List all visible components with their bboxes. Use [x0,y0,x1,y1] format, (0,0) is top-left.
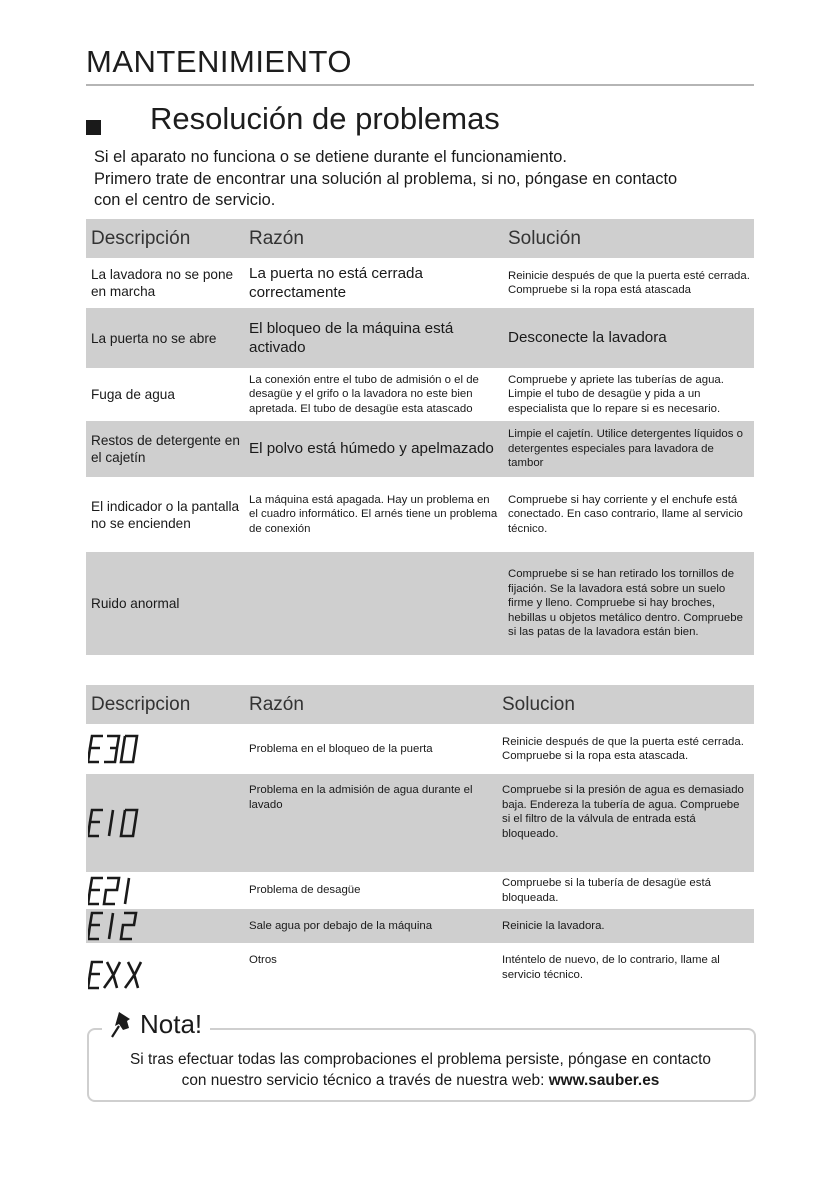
row-description: Ruido anormal [91,596,180,611]
intro-line: Si el aparato no funciona o se detiene durante el funcionamiento. [94,148,567,166]
table-row [86,258,754,308]
note-line: Si tras efectuar todas las comprobaciones el problema persiste, póngase en contacto [130,1051,711,1068]
table-row [86,872,754,909]
note-line: con nuestro servicio técnico a través de nuestra web: [181,1072,545,1089]
intro-line: con el centro de servicio. [94,191,276,209]
table-row [86,421,754,477]
error-code [86,943,245,1005]
row-reason: Sale agua por debajo de la máquina [249,919,433,932]
error-code-table [86,685,754,1005]
error-code [86,774,245,872]
note-title [102,1009,210,1040]
table-row [86,477,754,552]
error-code [86,724,245,774]
table-row [86,909,754,943]
row-reason: El bloqueo de la máquina está activado [249,319,454,356]
table-header-row [86,219,754,258]
row-solution: Reinicie después de que la puerta esté cerrada. Compruebe si la ropa está atascada [508,269,750,296]
page-heading: Resolución de problemas [150,101,500,136]
row-reason: Otros [249,954,277,966]
row-solution: Reinicie después de que la puerta esté cerrada. Compruebe si la ropa esta atascada. [502,735,744,762]
row-description: Fuga de agua [91,387,175,402]
row-solution: Compruebe si la presión de agua es demasiado baja. Endereza la tubería de agua. Compruebe si el filtro de la válvula de entrada está bloqueado. [502,784,744,840]
row-solution: Compruebe si la tubería de desagüe está bloqueada. [502,877,711,904]
row-solution: Desconecte la lavadora [508,329,667,347]
square-bullet-icon [86,120,101,135]
row-solution: Limpie el cajetín. Utilice detergentes líquidos o detergentes especiales para lavadora de tambor [508,428,743,470]
troubleshooting-table [86,219,754,655]
table-row [86,774,754,872]
table-row [86,368,754,421]
error-code-exx-display [88,957,148,991]
row-description: El indicador o la pantalla no se encienden [91,498,240,531]
error-code [86,872,245,909]
row-reason: La conexión entre el tubo de admisión o el de desagüe y el grifo o la lavadora no este bien apretada. El tubo de desagüe esta atascado [249,373,479,415]
row-solution: Compruebe y apriete las tuberías de agua. Limpie el tubo de desagüe y pida a un especialista que lo repare si es necesario. [508,373,724,415]
row-reason [245,552,504,655]
row-solution: Inténtelo de nuevo, de lo contrario, llame al servicio técnico. [502,954,720,981]
title-divider [86,84,754,86]
note-line-2 [88,1070,753,1091]
section-title: MANTENIMIENTO [86,44,352,79]
error-code [86,909,245,943]
note-title-text: Nota! [140,1009,203,1039]
note-text [88,1049,753,1091]
row-reason: Problema de desagüe [249,884,361,897]
header-reason: Razón [249,227,304,249]
row-reason: Problema en la admisión de agua durante el lavado [249,784,473,811]
intro-line: Primero trate de encontrar una solución al problema, si no, póngase en contacto [94,169,678,188]
row-solution: Compruebe si se han retirado los tornillos de fijación. Se la lavadora está sobre un suelo firme y lleno. Compruebe si hay broches, hebillas u objetos metálico dentro. Compruebe si las patas de la lavadora están bien. [508,568,743,639]
header-description: Descripcion [91,693,191,715]
header-description: Descripción [91,227,191,249]
table-row [86,308,754,368]
header-reason: Razón [249,693,304,715]
pushpin-icon [110,1010,136,1040]
table-row [86,724,754,774]
row-reason: La máquina está apagada. Hay un problema en el cuadro informático. El arnés tiene un problema de conexión [249,493,498,535]
error-code-e10-display [88,807,148,839]
error-code-e12-display [88,910,148,942]
row-description: La lavadora no se pone en marcha [91,267,234,299]
row-description: Restos de detergente en el cajetín [91,433,240,465]
header-solution: Solucion [502,693,575,715]
table-header-row [86,685,754,724]
website-link[interactable]: www.sauber.es [548,1072,660,1089]
error-code-e30-display [88,733,148,765]
table-row [86,943,754,1005]
row-reason: El polvo está húmedo y apelmazado [249,440,494,458]
row-solution: Compruebe si hay corriente y el enchufe está conectado. En caso contrario, llame al servicio técnico. [508,493,743,535]
intro-paragraph [94,147,774,212]
row-description: La puerta no se abre [91,330,217,346]
header-solution: Solución [508,227,581,249]
table-row [86,552,754,655]
row-reason: La puerta no está cerrada correctamente [249,264,423,301]
row-solution: Reinicie la lavadora. [502,919,605,932]
error-code-e21-display [88,875,148,907]
row-reason: Problema en el bloqueo de la puerta [249,742,433,755]
